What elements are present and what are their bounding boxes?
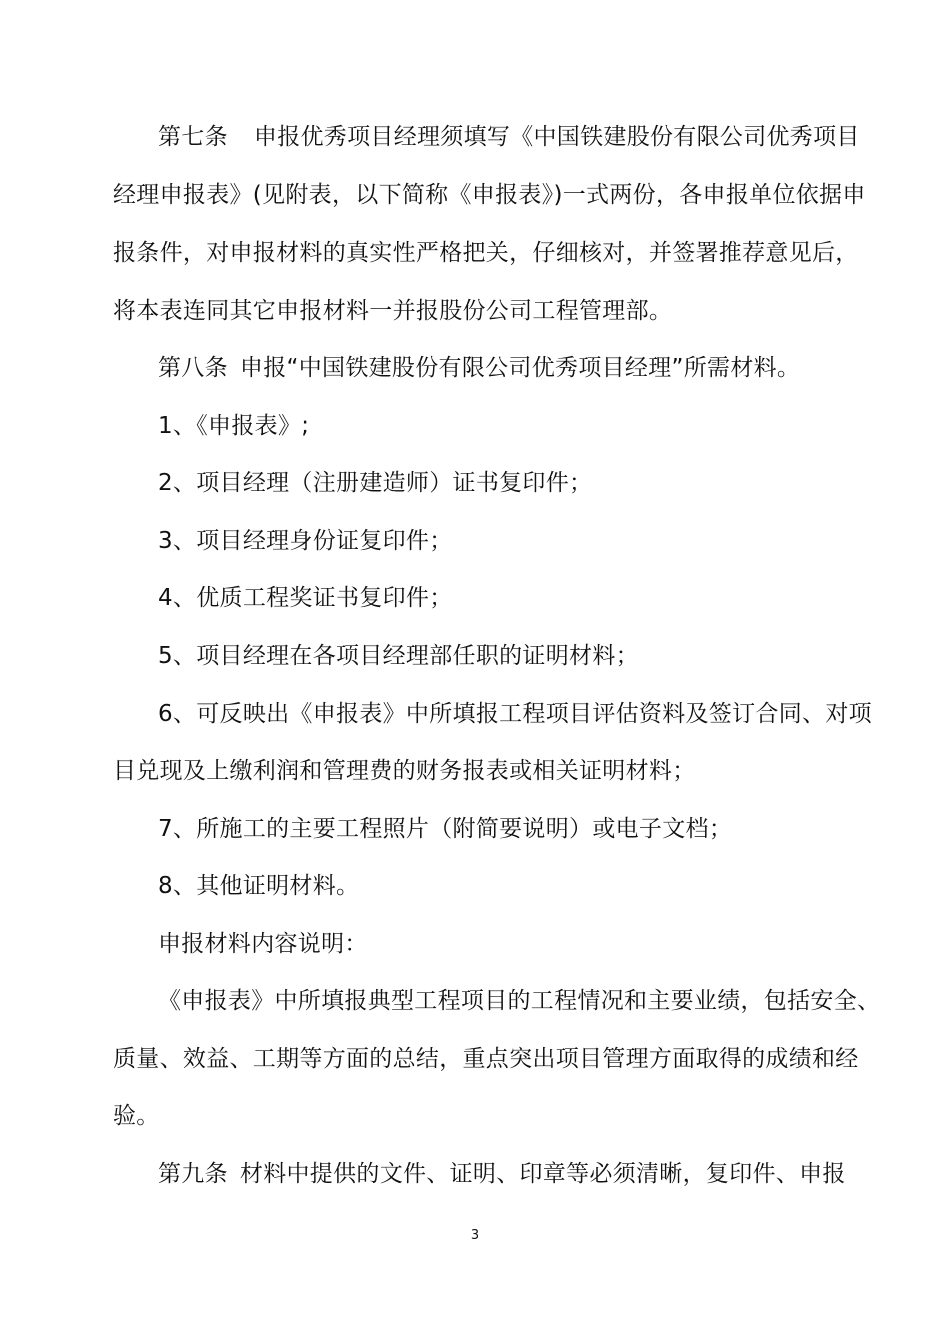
article7-line2: 经理申报表》(见附表，以下简称《申报表》)一式两份，各申报单位依据申 bbox=[113, 182, 866, 208]
material-item-6-line1: 6、可反映出《申报表》中所填报工程项目评估资料及签订合同、对项 bbox=[158, 701, 872, 727]
article9-heading: 第九条 bbox=[158, 1161, 228, 1187]
article7-heading: 第七条 bbox=[158, 124, 228, 150]
article8-heading: 第八条 bbox=[158, 355, 228, 381]
material-item-3: 3、项目经理身份证复印件； bbox=[158, 528, 453, 554]
explanation-line3: 验。 bbox=[113, 1103, 160, 1129]
article8-line bbox=[158, 353, 843, 383]
article8-text: 申报“中国铁建股份有限公司优秀项目经理”所需材料。 bbox=[239, 355, 801, 381]
material-item-4: 4、优质工程奖证书复印件； bbox=[158, 585, 453, 611]
page-number: 3 bbox=[470, 1228, 480, 1243]
article7-line3: 报条件，对申报材料的真实性严格把关，仔细核对，并签署推荐意见后， bbox=[113, 240, 859, 266]
article7-line1 bbox=[158, 122, 860, 152]
article7-text-line1: 申报优秀项目经理须填写《中国铁建股份有限公司优秀项目 bbox=[253, 124, 860, 150]
article9-line bbox=[158, 1159, 846, 1189]
article7-line4: 将本表连同其它申报材料一并报股份公司工程管理部。 bbox=[113, 298, 673, 324]
material-item-7: 7、所施工的主要工程照片（附简要说明）或电子文档； bbox=[158, 816, 733, 842]
explanation-line2: 质量、效益、工期等方面的总结，重点突出项目管理方面取得的成绩和经 bbox=[113, 1046, 859, 1072]
material-item-2: 2、项目经理（注册建造师）证书复印件； bbox=[158, 470, 593, 496]
material-item-1: 1、《申报表》; bbox=[158, 413, 310, 439]
article9-text: 材料中提供的文件、证明、印章等必须清晰，复印件、申报 bbox=[239, 1161, 846, 1187]
explanation-heading: 申报材料内容说明： bbox=[158, 931, 368, 957]
material-item-8: 8、其他证明材料。 bbox=[158, 873, 360, 899]
explanation-line1: 《申报表》中所填报典型工程项目的工程情况和主要业绩，包括安全、 bbox=[158, 988, 881, 1014]
material-item-5: 5、项目经理在各项目经理部任职的证明材料； bbox=[158, 643, 639, 669]
material-item-6-line2: 目兑现及上缴利润和管理费的财务报表或相关证明材料； bbox=[113, 758, 696, 784]
